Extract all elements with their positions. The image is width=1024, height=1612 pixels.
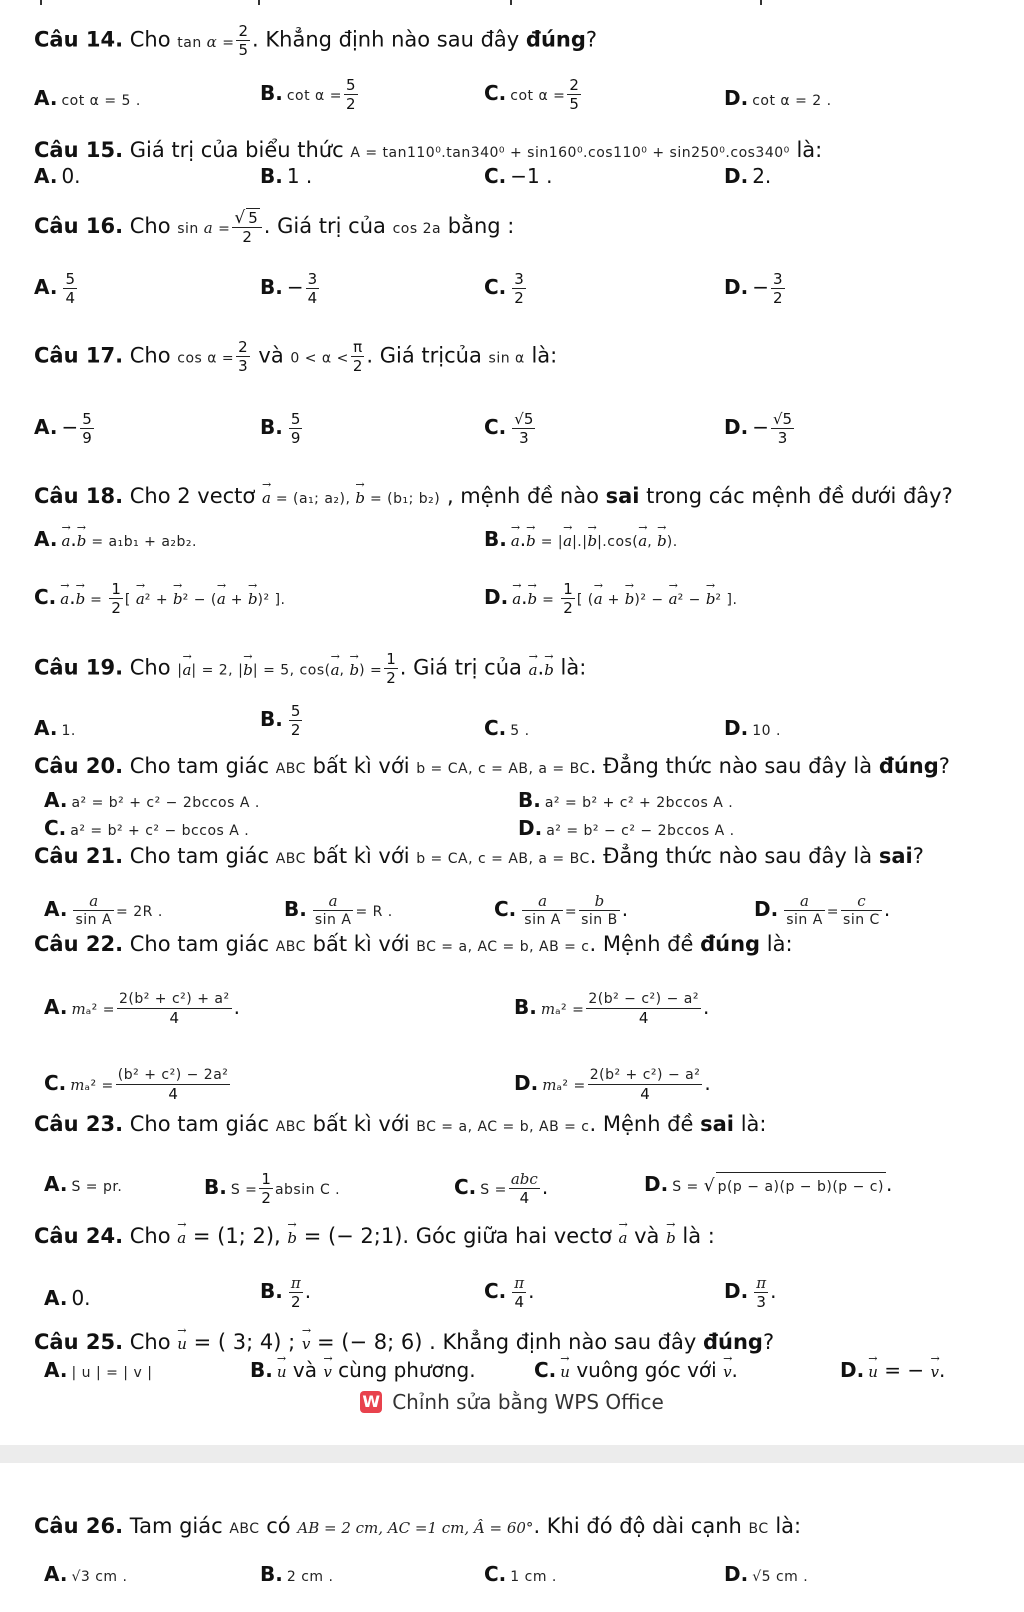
question-17-options [34, 410, 1004, 447]
question-22: Câu 22. Cho tam giác ABC bất kì với BC = a, AC = b, AB = c. Mệnh đề đúng là: [34, 932, 793, 956]
option-b[interactable]: B. $\frac{5}{2}$ [260, 702, 301, 739]
question-21: Câu 21. Cho tam giác ABC bất kì với b = CA, c = AB, a = BC. Đẳng thức nào sau đây là sai? [34, 844, 924, 868]
question-17: Câu 17. Cho cos α = $\frac{2}{3}$ và 0 < α < $\frac{\pi}{2}$ . Giá trịcủa sin α là: [34, 338, 558, 375]
option-d[interactable]: D. √5 cm . [724, 1562, 809, 1586]
option-b[interactable]: B. − $\frac{3}{4}$ [260, 270, 318, 307]
option-a[interactable]: A. a² = b² + c² − 2bccos A . [44, 788, 260, 812]
option-a[interactable]: A. S = pr. [44, 1172, 123, 1196]
option-a[interactable]: A. cot α = 5 . [34, 86, 141, 110]
option-b[interactable]: B. S = $\frac{1}{2}$ absin C . [204, 1170, 341, 1207]
option-d[interactable]: D. cot α = 2 . [724, 86, 832, 110]
option-a[interactable]: A.→ a.→ b = a₁b₁ + a₂b₂. [34, 525, 197, 556]
option-b[interactable]: B. mₐ² = $\frac{\text{2(b² − c²) − a²}}{4}$ . [514, 991, 710, 1027]
question-22-options-row-2 [34, 1066, 1004, 1103]
question-19-options [34, 702, 1004, 742]
question-14: Câu 14. Cho tan α = $\frac{2}{5}$ . Khẳng định nào sau đây đúng? [34, 22, 598, 59]
question-20: Câu 20. Cho tam giác ABC bất kì với b = CA, c = AB, a = BC. Đẳng thức nào sau đây là đúng? [34, 754, 950, 778]
option-b[interactable]: B. $\frac{5}{9}$ [260, 410, 301, 447]
question-23: Câu 23. Cho tam giác ABC bất kì với BC = a, AC = b, AB = c. Mệnh đề sai là: [34, 1112, 767, 1136]
option-c[interactable]: C. mₐ² = $\frac{\text{(b² + c²) − 2a²}}{4}$ [44, 1067, 229, 1103]
question-22-options-row-1 [34, 990, 1004, 1027]
question-24: Câu 24. Cho → a = (1; 2), → b = (− 2;1). Góc giữa hai vectơ → a và → b là : [34, 1222, 715, 1252]
option-d[interactable]: D. $\frac{a}{\text{sin A}}$ = $\frac{c}{\text{sin C}}$ . [754, 892, 891, 928]
option-c[interactable]: C. $\frac{\pi}{4}$ . [484, 1274, 535, 1311]
option-d[interactable]: D. a² = b² − c² − 2bccos A . [518, 816, 735, 840]
page-separator [0, 1445, 1024, 1463]
option-d[interactable]: D. 2. [724, 164, 772, 188]
option-c[interactable]: C. 1 cm . [484, 1562, 557, 1586]
option-d[interactable]: D. mₐ² = $\frac{\text{2(b² + c²) − a²}}{4}$ . [514, 1067, 711, 1103]
question-20-options-row-2 [34, 814, 1004, 842]
question-14-options [34, 76, 1004, 113]
option-c[interactable]: C.→ a.→ b = $\frac{1}{2}$ [ → a² + → b² − (→ a + → b)² ]. [34, 580, 285, 617]
question-20-options-row-1 [34, 786, 1004, 814]
option-a[interactable]: A. 0. [34, 164, 81, 188]
option-a[interactable]: A. 1. [34, 716, 76, 740]
option-a[interactable]: A. √3 cm . [44, 1562, 128, 1586]
option-c[interactable]: C. $\frac{√5}{3}$ [484, 410, 534, 447]
question-21-options [34, 892, 1004, 928]
question-24-options [34, 1274, 1004, 1312]
option-b[interactable]: B. 2 cm . [260, 1562, 334, 1586]
option-a[interactable]: A. − $\frac{5}{9}$ [34, 410, 92, 447]
option-c[interactable]: C. a² = b² + c² − bccos A . [44, 816, 250, 840]
option-b[interactable]: B. 1 . [260, 164, 313, 188]
option-c[interactable]: C. 5 . [484, 716, 530, 740]
option-d[interactable]: D. 10 . [724, 716, 781, 740]
option-c[interactable]: C. $\frac{3}{2}$ [484, 270, 524, 307]
option-d[interactable]: D. $\frac{\pi}{3}$ . [724, 1274, 777, 1311]
option-a[interactable]: A. mₐ² = $\frac{\text{2(b² + c²) + a²}}{4}$ . [44, 991, 240, 1027]
option-b[interactable]: B. cot α = $\frac{5}{2}$ [260, 76, 356, 113]
question-26-options [34, 1560, 1004, 1588]
option-c[interactable]: C. $\frac{a}{\text{sin A}}$ = $\frac{b}{\text{sin B}}$ . [494, 892, 629, 928]
option-b[interactable]: B. a² = b² + c² + 2bccos A . [518, 788, 734, 812]
question-23-options [34, 1170, 1004, 1207]
question-26: Câu 26. Tam giác ABC có AB = 2 cm, AC =1 cm, Â = 60°. Khi đó độ dài cạnh BC là: [34, 1514, 802, 1538]
option-b[interactable]: B.→ u và → v cùng phương. [250, 1356, 476, 1386]
option-c[interactable]: C.→ u vuông góc với → v. [534, 1356, 738, 1386]
option-a[interactable]: A. $\frac{5}{4}$ [34, 270, 75, 307]
option-a[interactable]: A. $\frac{a}{\text{sin A}}$ = 2R . [44, 892, 163, 928]
question-18: Câu 18. Cho 2 vectơ → a = (a₁; a₂), → b = (b₁; b₂) , mệnh đề nào sai trong các mệnh đề dưới đây? [34, 482, 953, 513]
top-edge-marks [0, 0, 1024, 6]
option-a[interactable]: A. | u | = | v | [44, 1358, 153, 1382]
option-d[interactable]: D. − $\frac{3}{2}$ [724, 270, 783, 307]
question-25: Câu 25. Cho → u = ( 3; 4) ; → v = (− 8; 6) . Khẳng định nào sau đây đúng? [34, 1328, 774, 1358]
option-d[interactable]: D.→ a.→ b = $\frac{1}{2}$ [ (→ a + → b)² − → a² − → b² ]. [484, 580, 737, 617]
option-a[interactable]: A. 0. [44, 1286, 91, 1310]
option-d[interactable]: D. − $\frac{√5}{3}$ [724, 410, 793, 447]
question-18-options-row-2 [34, 580, 1004, 617]
question-15: Câu 15. Giá trị của biểu thức A = tan110⁰.tan340⁰ + sin160⁰.cos110⁰ + sin250⁰.cos340⁰ là: [34, 138, 823, 162]
option-b[interactable]: B.→ a.→ b = |→ a|.|→ b|.cos(→ a, → b). [484, 525, 678, 556]
option-c[interactable]: C. −1 . [484, 164, 553, 188]
option-b[interactable]: B. $\frac{\pi}{2}$ . [260, 1274, 312, 1311]
question-15-options [34, 162, 1004, 190]
question-18-options-row-1 [34, 525, 1004, 553]
wps-logo-icon: W [360, 1391, 382, 1413]
wps-footer[interactable]: W Chỉnh sửa bằng WPS Office [0, 1390, 1024, 1430]
option-c[interactable]: C. S = $\frac{\text{abc}}{4}$ . [454, 1170, 549, 1207]
option-d[interactable]: D. S = √ p(p − a)(p − b)(p − c) . [644, 1170, 892, 1201]
option-d[interactable]: D.→ u = − → v. [840, 1356, 945, 1386]
option-b[interactable]: B. $\frac{a}{\text{sin A}}$ = R . [284, 892, 393, 928]
question-16-options [34, 270, 1004, 307]
option-c[interactable]: C. cot α = $\frac{2}{5}$ [484, 76, 579, 113]
question-16: Câu 16. Cho sin a = $\frac{√ 5}{2}$ . Giá trị của cos 2a bằng : [34, 208, 515, 246]
question-19: Câu 19. Cho |→ a| = 2, |→ b| = 5, cos(→ a, → b) = $\frac{1}{2}$ . Giá trị của → a.→ b là: [34, 650, 586, 687]
question-25-options [34, 1356, 1004, 1384]
